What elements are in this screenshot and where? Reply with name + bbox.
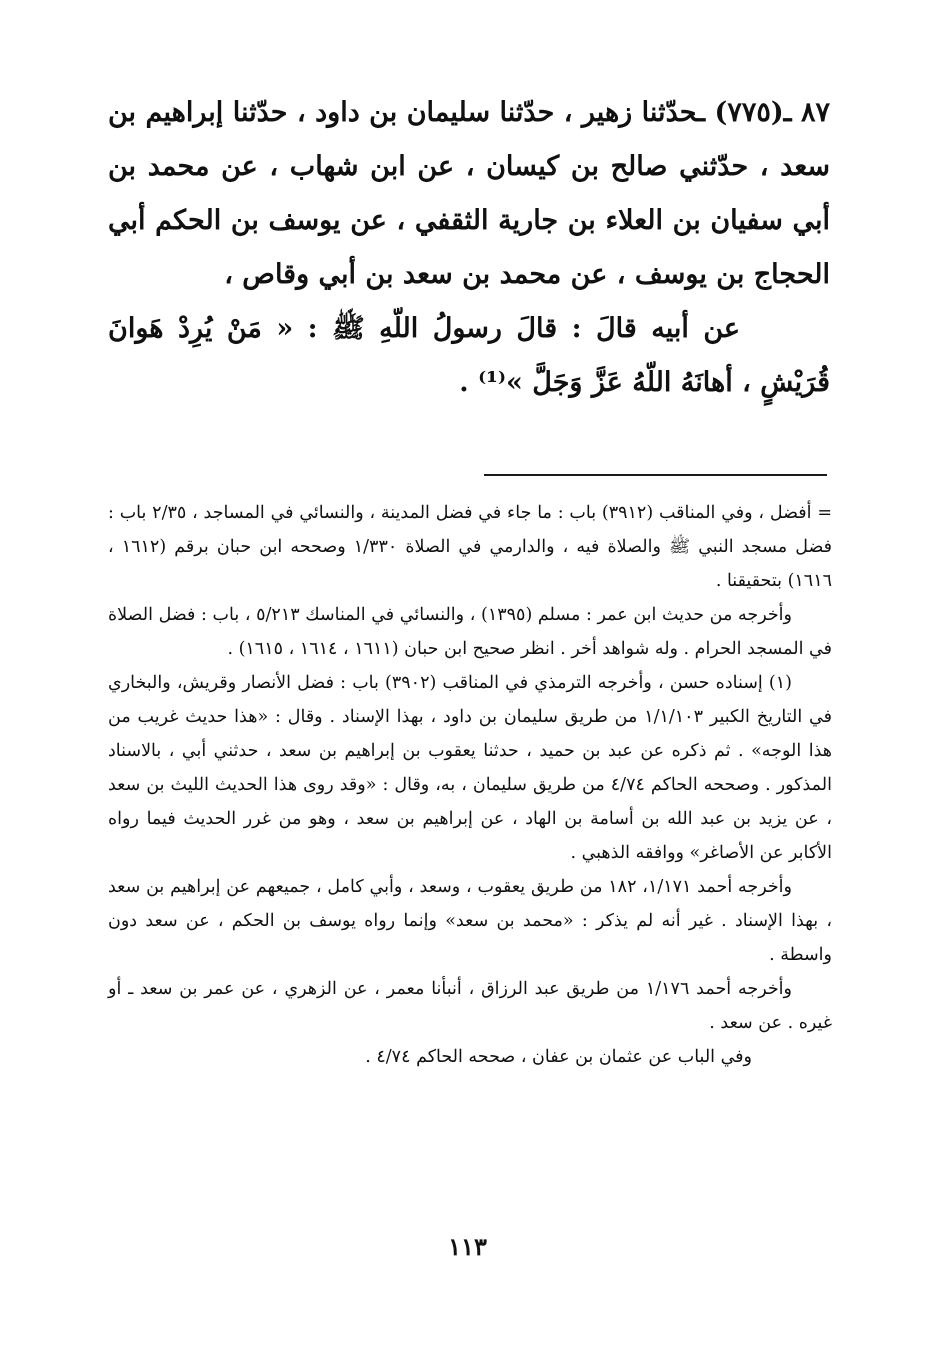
footnotes-block	[108, 496, 832, 1074]
footnote-divider	[484, 474, 827, 476]
hadith-isnad: ٨٧ ـ(٧٧٥) ـحدّثنا زهير ، حدّثنا سليمان بن داود ، حدّثنا إبراهيم بن سعد ، حدّثني صالح بن كيسان ، عن ابن شهاب ، عن محمد بن أبي سفيان بن العلاء بن جارية الثقفي ، عن يوسف بن الحكم أبي الحجاج بن يوسف ، عن محمد بن سعد بن أبي وقاص ،	[108, 97, 830, 290]
hadith-block	[108, 86, 830, 410]
footnote-paragraph: وأخرجه من حديث ابن عمر : مسلم (١٣٩٥) ، والنسائي في المناسك ٥/٢١٣ ، باب : فضل الصلاة في المسجد الحرام . وله شواهد أخر . انظر صحيح ابن حبان (١٦١١ ، ١٦١٤ ، ١٦١٥) .	[108, 605, 832, 659]
footnote-paragraph: وأخرجه أحمد ١/١٧١، ١٨٢ من طريق يعقوب ، وسعد ، وأبي كامل ، جميعهم عن إبراهيم بن سعد ، بهذا الإسناد . غير أنه لم يذكر : «محمد بن سعد» وإنما رواه يوسف بن الحكم ، عن سعد دون واسطة .	[108, 877, 832, 965]
footnote-paragraph: = أفضل ، وفي المناقب (٣٩١٢) باب : ما جاء في فضل المدينة ، والنسائي في المساجد ، ٢/٣٥ باب : فضل مسجد النبي ﷺ والصلاة فيه ، والدارمي في الصلاة ١/٣٣٠ وصححه ابن حبان برقم (١٦١٢ ، ١٦١٦) بتحقيقنا .	[108, 503, 832, 591]
page-number: ١١٣	[448, 1232, 487, 1261]
footnote-paragraph: وفي الباب عن عثمان بن عفان ، صححه الحاكم ٤/٧٤ .	[365, 1047, 752, 1067]
hadith-text: عن أبيه قالَ : قالَ رسولُ اللّهِ ﷺ : « مَنْ يُرِدْ هَوانَ قُرَيْشٍ ، أهانَهُ اللّهُ عَزَّ وَجَلَّ »⁽¹⁾ .	[108, 313, 830, 398]
footnote-paragraph: (١) إسناده حسن ، وأخرجه الترمذي في المناقب (٣٩٠٢) باب : فضل الأنصار وقريش، والبخاري في التاريخ الكبير ١/١/١٠٣ من طريق سليمان بن داود ، بهذا الإسناد . وقال : «هذا حديث غريب من هذا الوجه» . ثم ذكره عن عبد بن حميد ، حدثنا يعقوب بن إبراهيم بن سعد ، حدثني أبي ، بالاسناد المذكور . وصححه الحاكم ٤/٧٤ من طريق سليمان ، به، وقال : «وقد روى هذا الحديث الليث بن سعد ، عن يزيد بن عبد الله بن أسامة بن الهاد ، عن إبراهيم بن سعد ، وهو من غرر الحديث فيما رواه الأكابر عن الأصاغر» ووافقه الذهبي .	[108, 673, 833, 863]
footnote-paragraph: وأخرجه أحمد ١/١٧٦ من طريق عبد الرزاق ، أنبأنا معمر ، عن الزهري ، عن عمر بن سعد ـ أو غيره . عن سعد .	[108, 979, 832, 1033]
